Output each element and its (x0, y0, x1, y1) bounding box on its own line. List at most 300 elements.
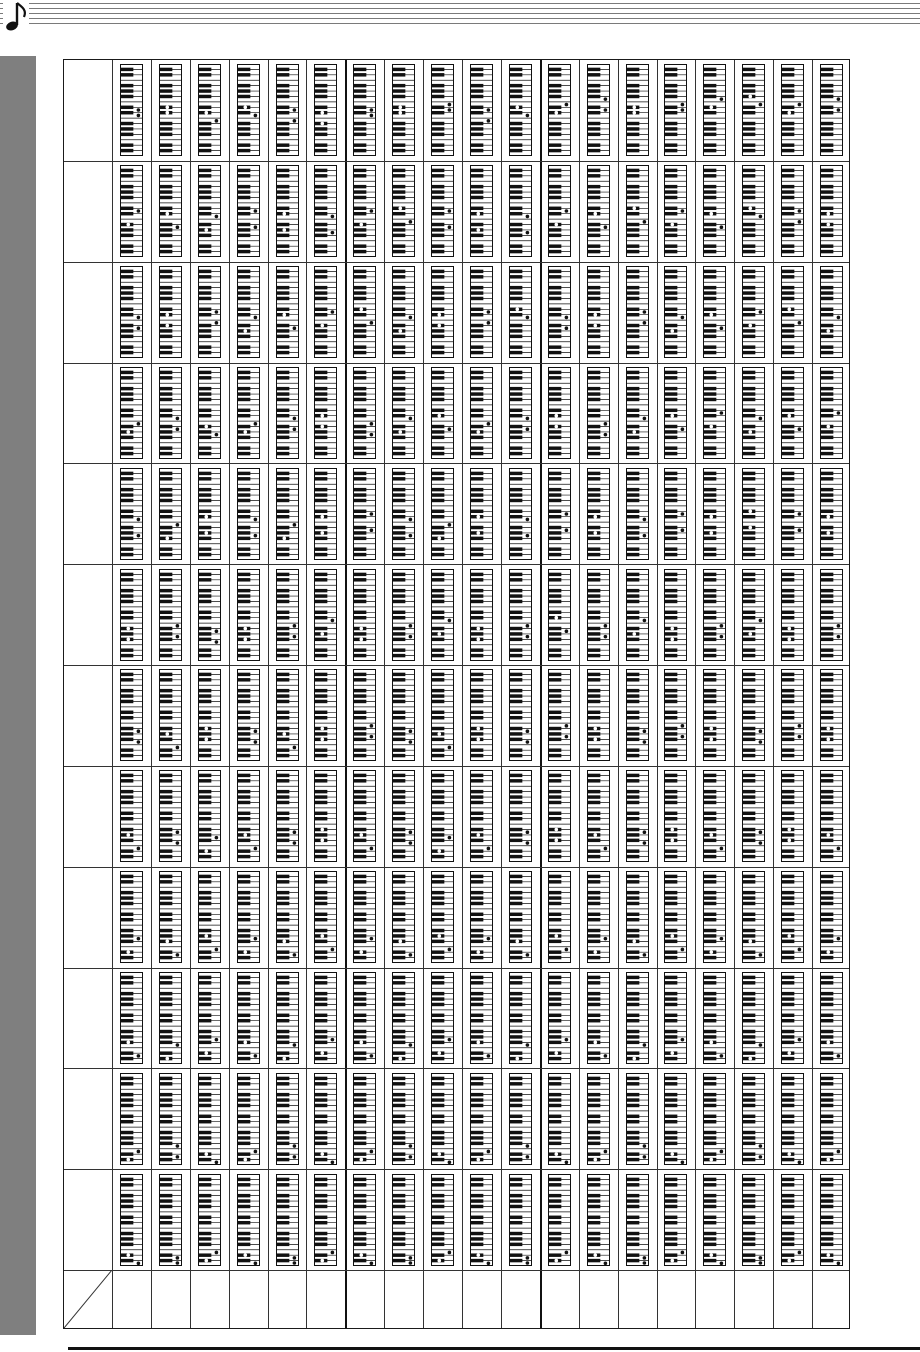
marked-key-dot (292, 1256, 296, 1260)
marked-key-dot (214, 321, 218, 325)
marked-key-dot (788, 839, 792, 843)
marked-key-dot (126, 833, 130, 837)
keyboard-diagram (820, 64, 843, 156)
keyboard-diagram (120, 468, 143, 560)
keyboard-diagram (626, 468, 649, 560)
keyboard-diagram (392, 165, 415, 257)
marked-key-dot (165, 1057, 169, 1061)
marked-key-dot (204, 531, 208, 535)
keyboard-diagram (198, 871, 221, 963)
keyboard-diagram (314, 468, 337, 560)
keyboard-diagram (276, 871, 299, 963)
keyboard-diagram (626, 569, 649, 661)
keyboard-diagram (159, 669, 182, 761)
marked-key-dot (671, 637, 675, 641)
marked-key-dot (798, 209, 802, 213)
marked-key-dot (681, 427, 685, 431)
marked-key-dot (448, 109, 452, 113)
marked-key-dot (788, 934, 792, 938)
keyboard-diagram (237, 64, 260, 156)
keyboard-diagram (509, 1174, 532, 1266)
table-row-divider (64, 262, 849, 263)
marked-key-dot (827, 425, 831, 429)
marked-key-dot (681, 1160, 685, 1164)
marked-key-dot (253, 114, 257, 118)
keyboard-diagram (120, 770, 143, 862)
keyboard-diagram (781, 266, 804, 358)
keyboard-diagram (509, 871, 532, 963)
marked-key-dot (681, 735, 685, 739)
marked-key-dot (603, 847, 607, 851)
marked-key-dot (827, 1253, 831, 1257)
keyboard-diagram (742, 64, 765, 156)
marked-key-dot (798, 103, 802, 107)
marked-key-dot (292, 634, 296, 638)
keyboard-diagram (781, 871, 804, 963)
marked-key-dot (175, 842, 179, 846)
marked-key-dot (165, 111, 169, 115)
keyboard-diagram (353, 1174, 376, 1266)
marked-key-dot (564, 1160, 568, 1164)
marked-key-dot (204, 850, 208, 854)
marked-key-dot (710, 313, 714, 317)
keyboard-diagram (781, 1174, 804, 1266)
marked-key-dot (137, 517, 141, 521)
marked-key-dot (788, 626, 792, 630)
marked-key-dot (476, 515, 480, 519)
marked-key-dot (214, 1160, 218, 1164)
marked-key-dot (370, 724, 374, 728)
keyboard-diagram (276, 1174, 299, 1266)
marked-key-dot (243, 833, 247, 837)
marked-key-dot (448, 523, 452, 527)
marked-key-dot (137, 316, 141, 320)
marked-key-dot (409, 953, 413, 957)
marked-key-dot (137, 1261, 141, 1265)
marked-key-dot (214, 948, 218, 952)
marked-key-dot (360, 833, 364, 837)
marked-key-dot (137, 1054, 141, 1058)
marked-key-dot (137, 937, 141, 941)
marked-key-dot (126, 626, 130, 630)
marked-key-dot (632, 106, 636, 110)
marked-key-dot (525, 114, 529, 118)
marked-key-dot (438, 733, 442, 737)
keyboard-diagram (820, 1073, 843, 1165)
marked-key-dot (632, 111, 636, 115)
keyboard-diagram (470, 569, 493, 661)
marked-key-dot (632, 940, 636, 944)
keyboard-diagram (237, 770, 260, 862)
marked-key-dot (525, 417, 529, 421)
marked-key-dot (798, 1038, 802, 1042)
marked-key-dot (837, 98, 841, 102)
keyboard-diagram (626, 64, 649, 156)
marked-key-dot (710, 727, 714, 731)
marked-key-dot (603, 1054, 607, 1058)
marked-key-dot (321, 515, 325, 519)
marked-key-dot (564, 1250, 568, 1254)
marked-key-dot (827, 531, 831, 535)
marked-key-dot (476, 738, 480, 742)
keyboard-diagram (470, 669, 493, 761)
keyboard-diagram (587, 165, 610, 257)
marked-key-dot (632, 430, 636, 434)
marked-key-dot (554, 414, 558, 418)
marked-key-dot (827, 1158, 831, 1162)
marked-key-dot (632, 207, 636, 211)
marked-key-dot (603, 1149, 607, 1153)
marked-key-dot (525, 231, 529, 235)
marked-key-dot (554, 839, 558, 843)
keyboard-diagram (820, 871, 843, 963)
keyboard-diagram (587, 770, 610, 862)
marked-key-dot (126, 950, 130, 954)
marked-key-dot (360, 308, 364, 312)
keyboard-diagram (703, 468, 726, 560)
marked-key-dot (175, 746, 179, 750)
marked-key-dot (253, 316, 257, 320)
keyboard-diagram (159, 569, 182, 661)
keyboard-diagram (820, 669, 843, 761)
marked-key-dot (593, 313, 597, 317)
marked-key-dot (476, 1158, 480, 1162)
keyboard-diagram (314, 64, 337, 156)
marked-key-dot (321, 1258, 325, 1262)
marked-key-dot (837, 1054, 841, 1058)
table-column-divider (540, 60, 542, 1328)
marked-key-dot (292, 109, 296, 113)
keyboard-diagram (159, 1174, 182, 1266)
marked-key-dot (321, 632, 325, 636)
marked-key-dot (632, 1057, 636, 1061)
keyboard-diagram (820, 972, 843, 1064)
keyboard-diagram (198, 1073, 221, 1165)
marked-key-dot (214, 1250, 218, 1254)
keyboard-diagram (703, 1073, 726, 1165)
keyboard-diagram (276, 770, 299, 862)
keyboard-diagram (781, 468, 804, 560)
marked-key-dot (798, 321, 802, 325)
marked-key-dot (525, 624, 529, 628)
table-row-divider (64, 766, 849, 767)
keyboard-diagram (198, 569, 221, 661)
marked-key-dot (448, 1038, 452, 1042)
marked-key-dot (292, 1043, 296, 1047)
keyboard-diagram (198, 468, 221, 560)
keyboard-diagram (431, 972, 454, 1064)
marked-key-dot (564, 209, 568, 213)
marked-key-dot (837, 1149, 841, 1153)
marked-key-dot (759, 417, 763, 421)
side-tab (0, 56, 36, 1335)
marked-key-dot (593, 531, 597, 535)
keyboard-diagram (664, 266, 687, 358)
marked-key-dot (788, 828, 792, 832)
marked-key-dot (409, 1144, 413, 1148)
keyboard-diagram (198, 972, 221, 1064)
marked-key-dot (321, 727, 325, 731)
marked-key-dot (720, 327, 724, 331)
marked-key-dot (603, 98, 607, 102)
keyboard-diagram (820, 1174, 843, 1266)
marked-key-dot (564, 735, 568, 739)
marked-key-dot (788, 414, 792, 418)
marked-key-dot (827, 738, 831, 742)
marked-key-dot (253, 534, 257, 538)
keyboard-diagram (664, 972, 687, 1064)
marked-key-dot (554, 828, 558, 832)
marked-key-dot (253, 937, 257, 941)
keyboard-diagram (548, 266, 571, 358)
keyboard-diagram (820, 569, 843, 661)
keyboard-diagram (742, 770, 765, 862)
keyboard-diagram (626, 1174, 649, 1266)
marked-key-dot (243, 106, 247, 110)
keyboard-diagram (626, 669, 649, 761)
marked-key-dot (292, 327, 296, 331)
marked-key-dot (671, 223, 675, 227)
marked-key-dot (564, 724, 568, 728)
marked-key-dot (370, 937, 374, 941)
marked-key-dot (476, 430, 480, 434)
marked-key-dot (759, 831, 763, 835)
table-row-divider (64, 463, 849, 464)
table-column-divider (734, 60, 735, 1328)
keyboard-diagram (431, 669, 454, 761)
marked-key-dot (476, 212, 480, 216)
marked-key-dot (448, 209, 452, 213)
keyboard-diagram (626, 165, 649, 257)
keyboard-diagram (198, 64, 221, 156)
marked-key-dot (710, 106, 714, 110)
marked-key-dot (204, 934, 208, 938)
keyboard-diagram (276, 266, 299, 358)
marked-key-dot (282, 212, 286, 216)
keyboard-diagram (353, 972, 376, 1064)
table-column-divider (501, 60, 502, 1328)
marked-key-dot (564, 512, 568, 516)
marked-key-dot (710, 1158, 714, 1162)
marked-key-dot (759, 741, 763, 745)
marked-key-dot (137, 1149, 141, 1153)
marked-key-dot (438, 934, 442, 938)
marked-key-dot (827, 329, 831, 333)
table-row-divider (64, 968, 849, 969)
keyboard-diagram (314, 770, 337, 862)
marked-key-dot (399, 111, 403, 115)
marked-key-dot (515, 106, 519, 110)
marked-key-dot (593, 324, 597, 328)
marked-key-dot (642, 310, 646, 314)
keyboard-diagram (431, 569, 454, 661)
marked-key-dot (399, 329, 403, 333)
marked-key-dot (642, 831, 646, 835)
keyboard-diagram (159, 165, 182, 257)
keyboard-diagram (470, 468, 493, 560)
marked-key-dot (214, 640, 218, 644)
music-note-icon (3, 0, 29, 32)
marked-key-dot (827, 1040, 831, 1044)
marked-key-dot (749, 1057, 753, 1061)
marked-key-dot (564, 948, 568, 952)
marked-key-dot (321, 934, 325, 938)
marked-key-dot (476, 626, 480, 630)
keyboard-diagram (470, 1174, 493, 1266)
marked-key-dot (448, 427, 452, 431)
marked-key-dot (593, 727, 597, 731)
marked-key-dot (409, 316, 413, 320)
marked-key-dot (681, 103, 685, 107)
marked-key-dot (292, 746, 296, 750)
marked-key-dot (515, 308, 519, 312)
marked-key-dot (642, 842, 646, 846)
marked-key-dot (253, 226, 257, 230)
marked-key-dot (564, 629, 568, 633)
marked-key-dot (759, 842, 763, 846)
marked-key-dot (137, 730, 141, 734)
keyboard-diagram (159, 367, 182, 459)
keyboard-diagram (353, 1073, 376, 1165)
marked-key-dot (214, 629, 218, 633)
keyboard-diagram (120, 165, 143, 257)
staff-line (0, 3, 920, 4)
keyboard-diagram (548, 1174, 571, 1266)
marked-key-dot (720, 1261, 724, 1265)
marked-key-dot (137, 327, 141, 331)
marked-key-dot (243, 950, 247, 954)
marked-key-dot (360, 223, 364, 227)
marked-key-dot (253, 1149, 257, 1153)
marked-key-dot (292, 831, 296, 835)
marked-key-dot (448, 618, 452, 622)
marked-key-dot (837, 624, 841, 628)
marked-key-dot (321, 425, 325, 429)
marked-key-dot (126, 1158, 130, 1162)
keyboard-diagram (548, 669, 571, 761)
marked-key-dot (554, 1258, 558, 1262)
marked-key-dot (476, 833, 480, 837)
keyboard-diagram (664, 64, 687, 156)
marked-key-dot (798, 735, 802, 739)
keyboard-diagram (237, 669, 260, 761)
marked-key-dot (827, 223, 831, 227)
marked-key-dot (399, 106, 403, 110)
marked-key-dot (681, 1038, 685, 1042)
keyboard-diagram (703, 165, 726, 257)
keyboard-diagram (237, 1073, 260, 1165)
marked-key-dot (564, 528, 568, 532)
marked-key-dot (331, 231, 335, 235)
keyboard-diagram (237, 1174, 260, 1266)
marked-key-dot (282, 313, 286, 317)
keyboard-diagram (353, 770, 376, 862)
marked-key-dot (331, 1038, 335, 1042)
marked-key-dot (165, 313, 169, 317)
marked-key-dot (593, 1040, 597, 1044)
marked-key-dot (370, 1149, 374, 1153)
marked-key-dot (720, 937, 724, 941)
marked-key-dot (798, 220, 802, 224)
keyboard-diagram (781, 1073, 804, 1165)
marked-key-dot (253, 209, 257, 213)
marked-key-dot (126, 1040, 130, 1044)
marked-key-dot (632, 632, 636, 636)
marked-key-dot (409, 634, 413, 638)
marked-key-dot (749, 525, 753, 529)
marked-key-dot (525, 730, 529, 734)
keyboard-diagram (664, 871, 687, 963)
marked-key-dot (476, 950, 480, 954)
marked-key-dot (593, 515, 597, 519)
marked-key-dot (710, 1040, 714, 1044)
marked-key-dot (710, 515, 714, 519)
keyboard-diagram (392, 871, 415, 963)
marked-key-dot (331, 310, 335, 314)
marked-key-dot (759, 310, 763, 314)
keyboard-diagram (314, 1174, 337, 1266)
marked-key-dot (321, 839, 325, 843)
staff-line (0, 8, 920, 9)
marked-key-dot (137, 741, 141, 745)
marked-key-dot (321, 1051, 325, 1055)
marked-key-dot (681, 316, 685, 320)
marked-key-dot (370, 847, 374, 851)
marked-key-dot (292, 523, 296, 527)
staff-line (0, 13, 920, 14)
keyboard-diagram (353, 468, 376, 560)
keyboard-diagram (120, 972, 143, 1064)
marked-key-dot (321, 324, 325, 328)
marked-key-dot (720, 1054, 724, 1058)
marked-key-dot (788, 637, 792, 641)
marked-key-dot (292, 1155, 296, 1159)
marked-key-dot (137, 422, 141, 426)
marked-key-dot (253, 847, 257, 851)
keyboard-diagram (276, 165, 299, 257)
marked-key-dot (837, 1261, 841, 1265)
keyboard-diagram (314, 972, 337, 1064)
marked-key-dot (175, 1261, 179, 1265)
marked-key-dot (175, 1144, 179, 1148)
keyboard-diagram (353, 266, 376, 358)
marked-key-dot (642, 1144, 646, 1148)
marked-key-dot (175, 226, 179, 230)
keyboard-diagram (781, 367, 804, 459)
marked-key-dot (476, 1040, 480, 1044)
marked-key-dot (399, 430, 403, 434)
marked-key-dot (438, 850, 442, 854)
marked-key-dot (175, 1155, 179, 1159)
marked-key-dot (438, 1258, 442, 1262)
keyboard-diagram (353, 367, 376, 459)
keyboard-diagram (353, 569, 376, 661)
marked-key-dot (798, 512, 802, 516)
keyboard-diagram (548, 165, 571, 257)
marked-key-dot (409, 842, 413, 846)
keyboard-diagram (237, 871, 260, 963)
keyboard-diagram (120, 1073, 143, 1165)
marked-key-dot (321, 1152, 325, 1156)
marked-key-dot (370, 1261, 374, 1265)
marked-key-dot (827, 515, 831, 519)
keyboard-diagram (431, 770, 454, 862)
marked-key-dot (243, 329, 247, 333)
marked-key-dot (438, 536, 442, 540)
keyboard-diagram (276, 669, 299, 761)
keyboard-diagram (587, 1174, 610, 1266)
marked-key-dot (593, 738, 597, 742)
